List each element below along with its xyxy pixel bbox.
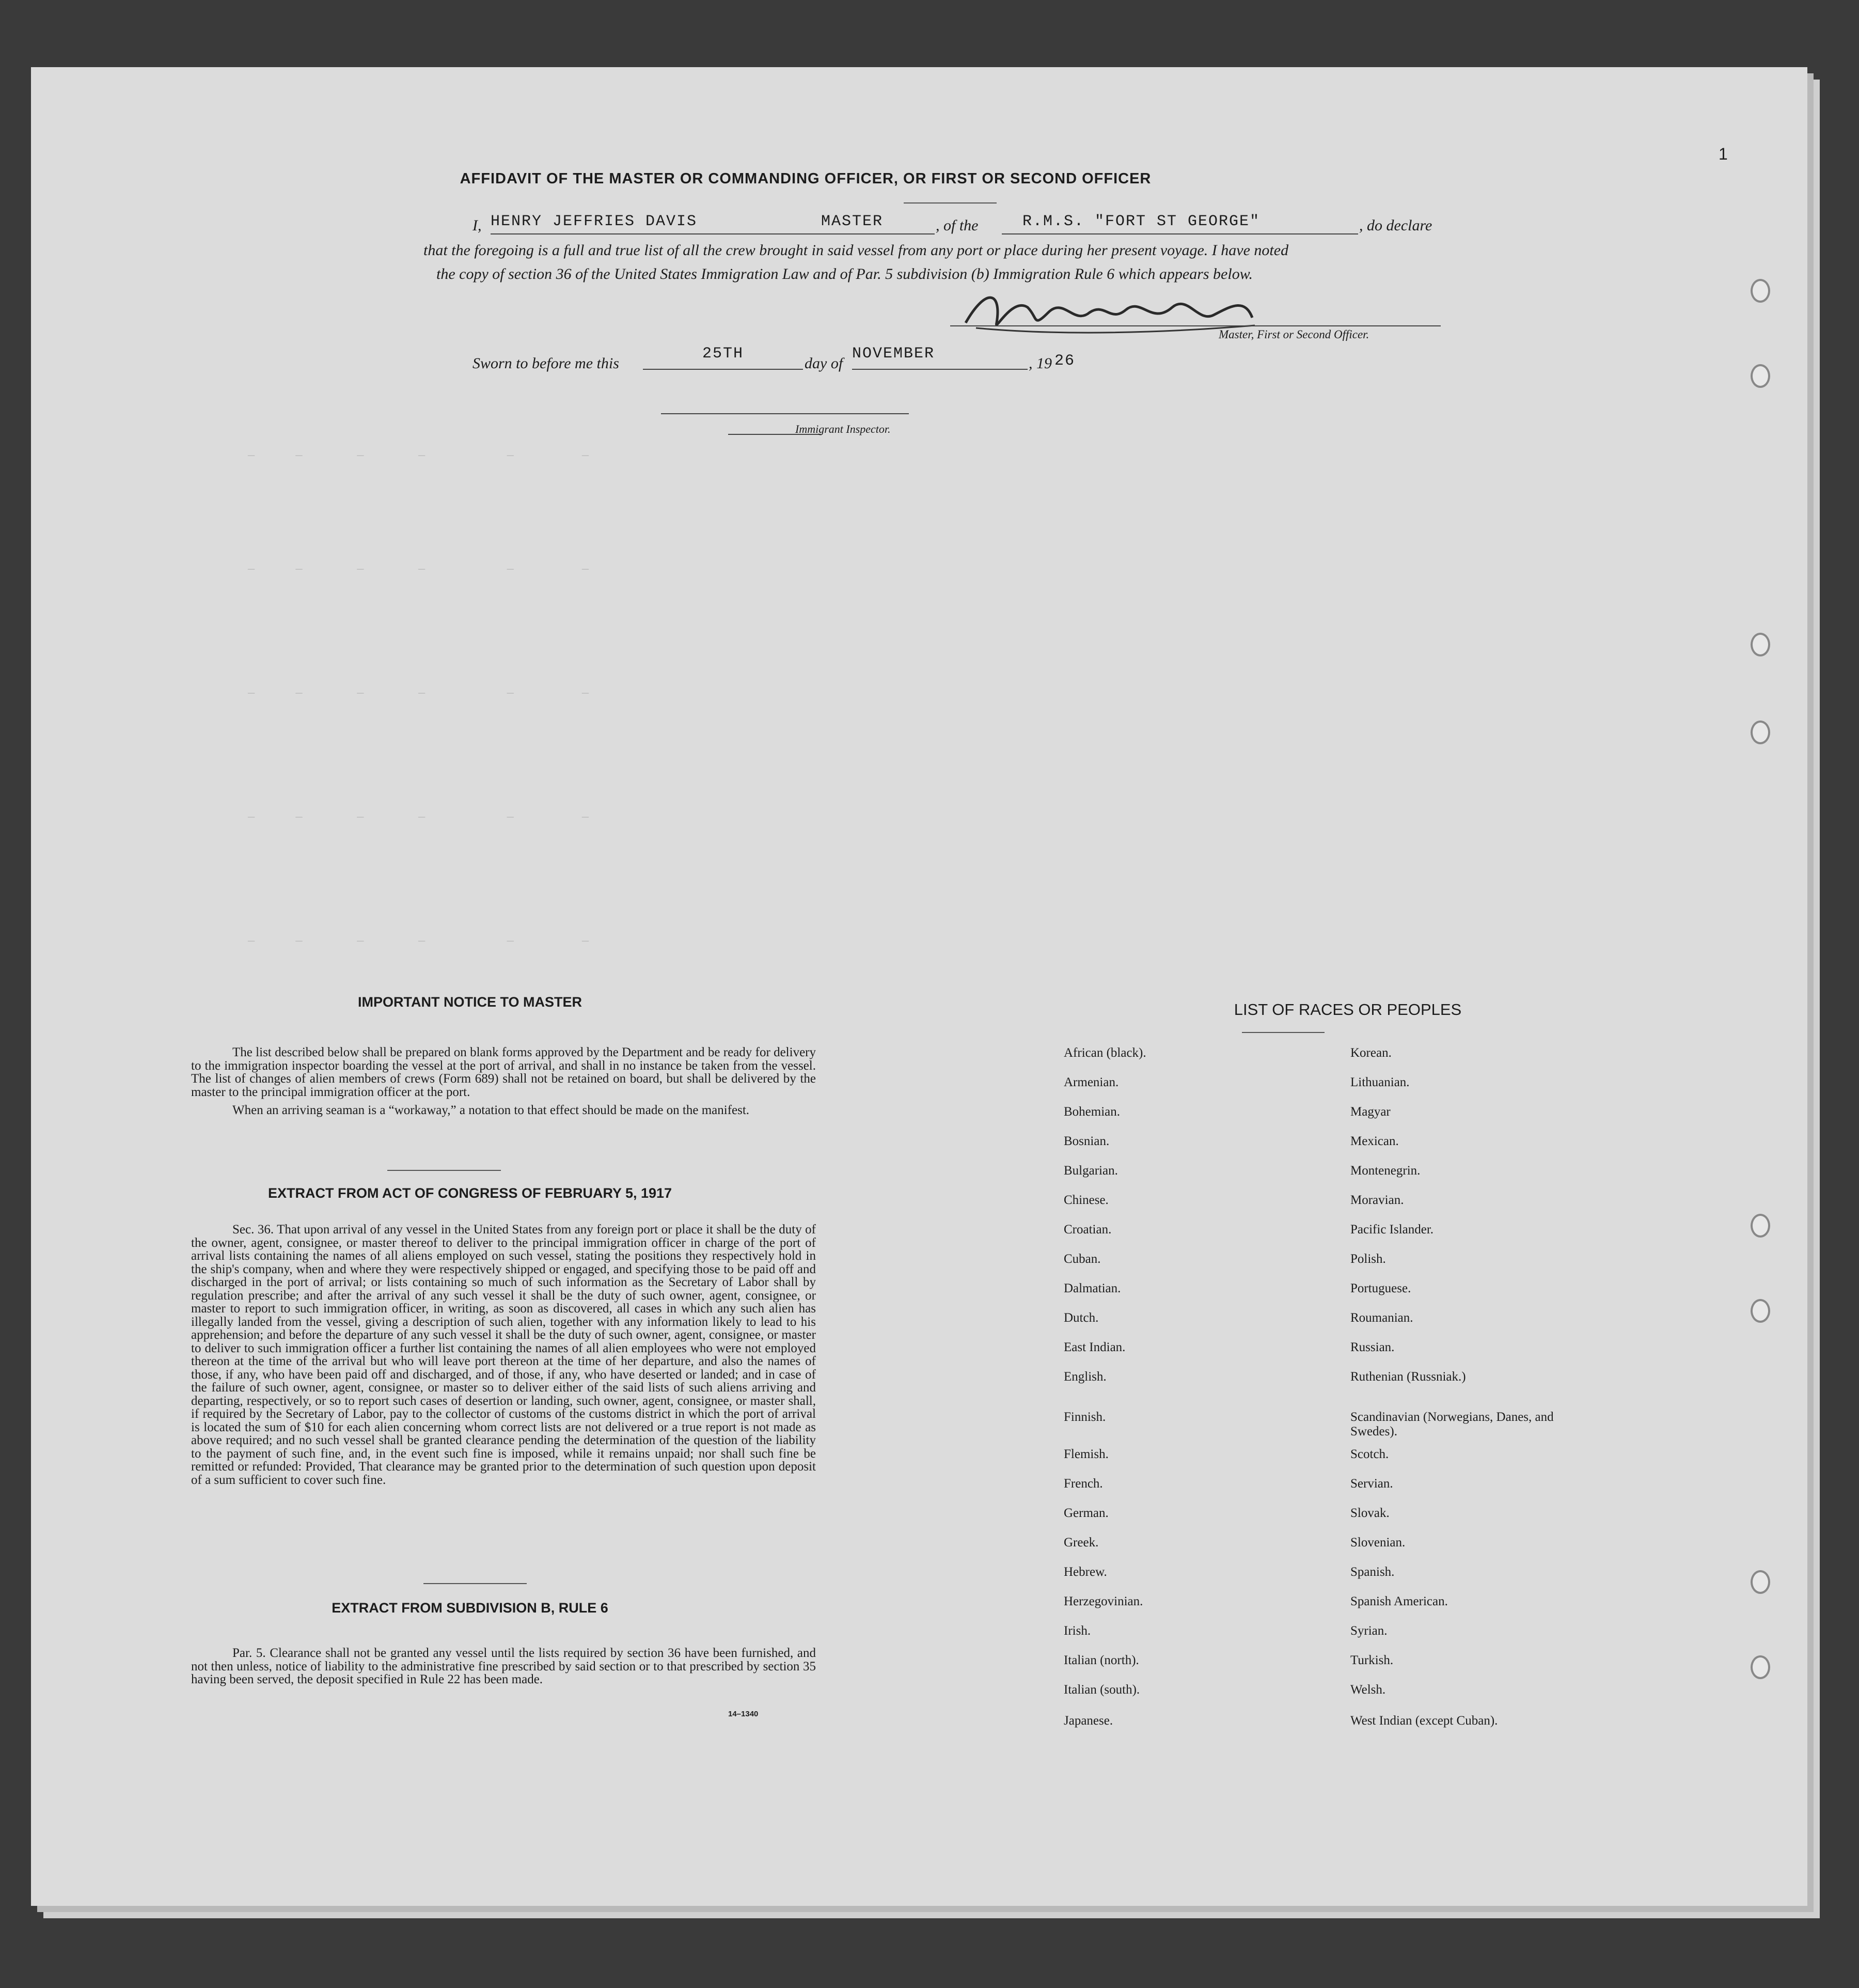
race-item: Turkish. <box>1350 1653 1394 1667</box>
notice-divider <box>387 1170 501 1171</box>
race-item: Pacific Islander. <box>1350 1223 1434 1236</box>
act-extract-body <box>191 1223 816 1486</box>
vessel-name: R.M.S. "FORT ST GEORGE" <box>1022 213 1261 230</box>
races-title: LIST OF RACES OR PEOPLES <box>1234 1000 1462 1019</box>
race-item: East Indian. <box>1064 1340 1126 1354</box>
bleed-through-row: — — — — — — <box>248 935 589 948</box>
race-item: German. <box>1064 1506 1109 1520</box>
notice-paragraph-1: The list described below shall be prepared on blank forms approved by the Department and be ready for delivery to the immigration inspector boarding the vessel at the port of arrival, and shall in no instance be taken from the vessel. The list of changes of alien members of crews (Form 689) shall not be retained on board, but shall be delivered by the master to the principal immigration officer at the port. <box>191 1045 816 1099</box>
sworn-month: NOVEMBER <box>852 345 935 363</box>
race-item: African (black). <box>1064 1046 1146 1060</box>
race-item: Spanish. <box>1350 1565 1395 1579</box>
race-item: Cuban. <box>1064 1252 1101 1266</box>
race-item: Greek. <box>1064 1536 1099 1549</box>
inspector-line-1 <box>661 413 909 414</box>
race-item: West Indian (except Cuban). <box>1350 1714 1498 1728</box>
vessel-field <box>1002 213 1358 234</box>
race-item: French. <box>1064 1477 1103 1491</box>
affidavit-title: AFFIDAVIT OF THE MASTER OR COMMANDING OFFICER, OR FIRST OR SECOND OFFICER <box>460 170 1152 187</box>
race-item: English. <box>1064 1370 1107 1384</box>
affidavit-prefix: I, <box>472 217 482 234</box>
race-item: Hebrew. <box>1064 1565 1107 1579</box>
race-item: Scotch. <box>1350 1447 1389 1461</box>
rule-extract-text: Par. 5. Clearance shall not be granted any vessel until the lists required by section 36 have been furnished, and not then unless, notice of liability to the administrative fine prescribed by said section or to that prescribed by section 35 having been served, the deposit specified in Rule 22 has been made. <box>191 1646 816 1686</box>
race-item: Armenian. <box>1064 1075 1119 1089</box>
officer-name: HENRY JEFFRIES DAVIS <box>491 213 698 230</box>
race-item: Servian. <box>1350 1477 1393 1491</box>
race-item: Bulgarian. <box>1064 1164 1118 1178</box>
rule-extract-body <box>191 1647 816 1686</box>
rule-extract-title: EXTRACT FROM SUBDIVISION B, RULE 6 <box>332 1600 608 1616</box>
race-item: Russian. <box>1350 1340 1395 1354</box>
binder-hole <box>1751 364 1770 388</box>
of-the-text: , of the <box>936 217 979 234</box>
race-item: Portuguese. <box>1350 1281 1411 1295</box>
bleed-through-row: — — — — — — <box>248 811 589 824</box>
race-item: Slovenian. <box>1350 1536 1406 1549</box>
bleed-through-row: — — — — — — <box>248 687 589 700</box>
do-declare-text: , do declare <box>1359 217 1432 234</box>
notice-paragraph-2: When an arriving seaman is a “workaway,” a notation to that effect should be made on the manifest. <box>232 1103 750 1117</box>
signature-caption: Master, First or Second Officer. <box>1219 328 1369 341</box>
binder-hole <box>1751 1214 1770 1238</box>
race-item: Spanish American. <box>1350 1594 1448 1608</box>
page-number: 1 <box>1719 145 1728 163</box>
race-item: Dutch. <box>1064 1311 1099 1325</box>
race-item: Scandinavian (Norwegians, Danes, and Swedes). <box>1350 1410 1554 1438</box>
bleed-through-row: — — — — — — <box>248 449 589 462</box>
race-item: Bosnian. <box>1064 1134 1110 1148</box>
officer-name-field <box>491 213 935 234</box>
race-item: Magyar <box>1350 1105 1391 1119</box>
race-item: Mexican. <box>1350 1134 1399 1148</box>
title-divider <box>904 202 997 204</box>
race-item: Roumanian. <box>1350 1311 1413 1325</box>
sworn-year: 26 <box>1054 352 1076 370</box>
race-item: Ruthenian (Russniak.) <box>1350 1370 1466 1384</box>
affidavit-line-2: that the foregoing is a full and true list of all the crew brought in said vessel from any port or place during her present voyage. I have noted <box>423 242 1289 259</box>
race-item: Korean. <box>1350 1046 1392 1060</box>
affidavit-line-3: the copy of section 36 of the United States Immigration Law and of Par. 5 subdivision (b) Immigration Rule 6 which appears below. <box>436 265 1253 283</box>
race-item: Herzegovinian. <box>1064 1594 1143 1608</box>
race-item: Croatian. <box>1064 1223 1112 1236</box>
race-item: Japanese. <box>1064 1714 1113 1728</box>
race-item: Dalmatian. <box>1064 1281 1121 1295</box>
inspector-caption: Immigrant Inspector. <box>795 422 891 435</box>
race-item: Bohemian. <box>1064 1105 1121 1119</box>
race-item: Irish. <box>1064 1624 1091 1638</box>
sworn-month-field <box>852 345 1028 370</box>
day-of-text: day of <box>805 355 843 372</box>
notice-title: IMPORTANT NOTICE TO MASTER <box>358 994 582 1010</box>
binder-hole <box>1751 279 1770 303</box>
signature-line <box>950 325 1441 326</box>
form-number: 14–1340 <box>728 1710 759 1718</box>
race-item: Welsh. <box>1350 1683 1386 1697</box>
notice-body <box>191 1046 816 1117</box>
races-divider <box>1242 1032 1325 1033</box>
race-item: Polish. <box>1350 1252 1386 1266</box>
race-item: Montenegrin. <box>1350 1164 1421 1178</box>
sworn-prefix: Sworn to before me this <box>472 355 619 372</box>
act-extract-text: Sec. 36. That upon arrival of any vessel in the United States from any foreign port or place it shall be the duty of the owner, agent, consignee, or master thereof to deliver to the principal immigration officer in charge of the port of arrival lists containing the names of all aliens employed on such vessel, stating the positions they respectively hold in the ship's company, when and where they were respectively shipped or engaged, and specifying those to be paid off and discharged in the port of arrival; or lists containing so much of such information as the Secretary of Labor shall by regulation prescribe; and after the arrival of any such vessel it shall be the duty of such owner, agent, consignee, or master to report to such immigration officer, in writing, as soon as discovered, all cases in which any such alien has illegally landed from the vessel, giving a description of such alien, together with any information likely to lead to his apprehension; and before the departure of any such vessel it shall be the duty of such owner, agent, consignee, or master to deliver to such immigration officer a further list containing the names of all alien employees who were not employed thereon at the time of the arrival but who will leave port thereon at the time of her departure, and also the names of those, if any, who have been paid off and discharged, and of those, if any, who have deserted or landed; and in case of the failure of such owner, agent, consignee, or master so to deliver either of the said lists of such aliens arriving and departing, respectively, or so to report such cases of desertion or landing, such owner, agent, consignee, or master shall, if required by the Secretary of Labor, pay to the collector of customs of the customs district in which the port of arrival is located the sum of $10 for each alien concerning whom correct lists are not delivered or a true report is not made as above required; and no such vessel shall be granted clearance pending the determination of the question of the liability to the payment of such fine, and, in the event such fine is imposed, while it remains unpaid; nor shall such fine be remitted or refunded: Provided, That clearance may be granted prior to the determination of such question upon deposit of a sum sufficient to cover such fine. <box>191 1223 816 1487</box>
sworn-day: 25TH <box>702 345 744 363</box>
race-item: Chinese. <box>1064 1193 1109 1207</box>
race-item: Lithuanian. <box>1350 1075 1410 1089</box>
race-item: Italian (south). <box>1064 1683 1140 1697</box>
race-item: Moravian. <box>1350 1193 1404 1207</box>
race-item: Slovak. <box>1350 1506 1390 1520</box>
act-extract-title: EXTRACT FROM ACT OF CONGRESS OF FEBRUARY 5, 1917 <box>267 1185 672 1201</box>
binder-hole <box>1751 633 1770 656</box>
race-item: Syrian. <box>1350 1624 1388 1638</box>
document-sheet <box>31 67 1807 1906</box>
race-item: Italian (north). <box>1064 1653 1139 1667</box>
officer-rank: MASTER <box>821 213 884 230</box>
bleed-through-row: — — — — — — <box>248 563 589 576</box>
sworn-day-field <box>643 345 803 370</box>
year-prefix: , 19 <box>1029 355 1052 372</box>
binder-hole <box>1751 721 1770 744</box>
binder-hole <box>1751 1299 1770 1323</box>
binder-hole <box>1751 1570 1770 1594</box>
act-divider <box>423 1583 527 1584</box>
race-item: Finnish. <box>1064 1410 1106 1424</box>
race-item: Flemish. <box>1064 1447 1109 1461</box>
binder-hole <box>1751 1655 1770 1679</box>
